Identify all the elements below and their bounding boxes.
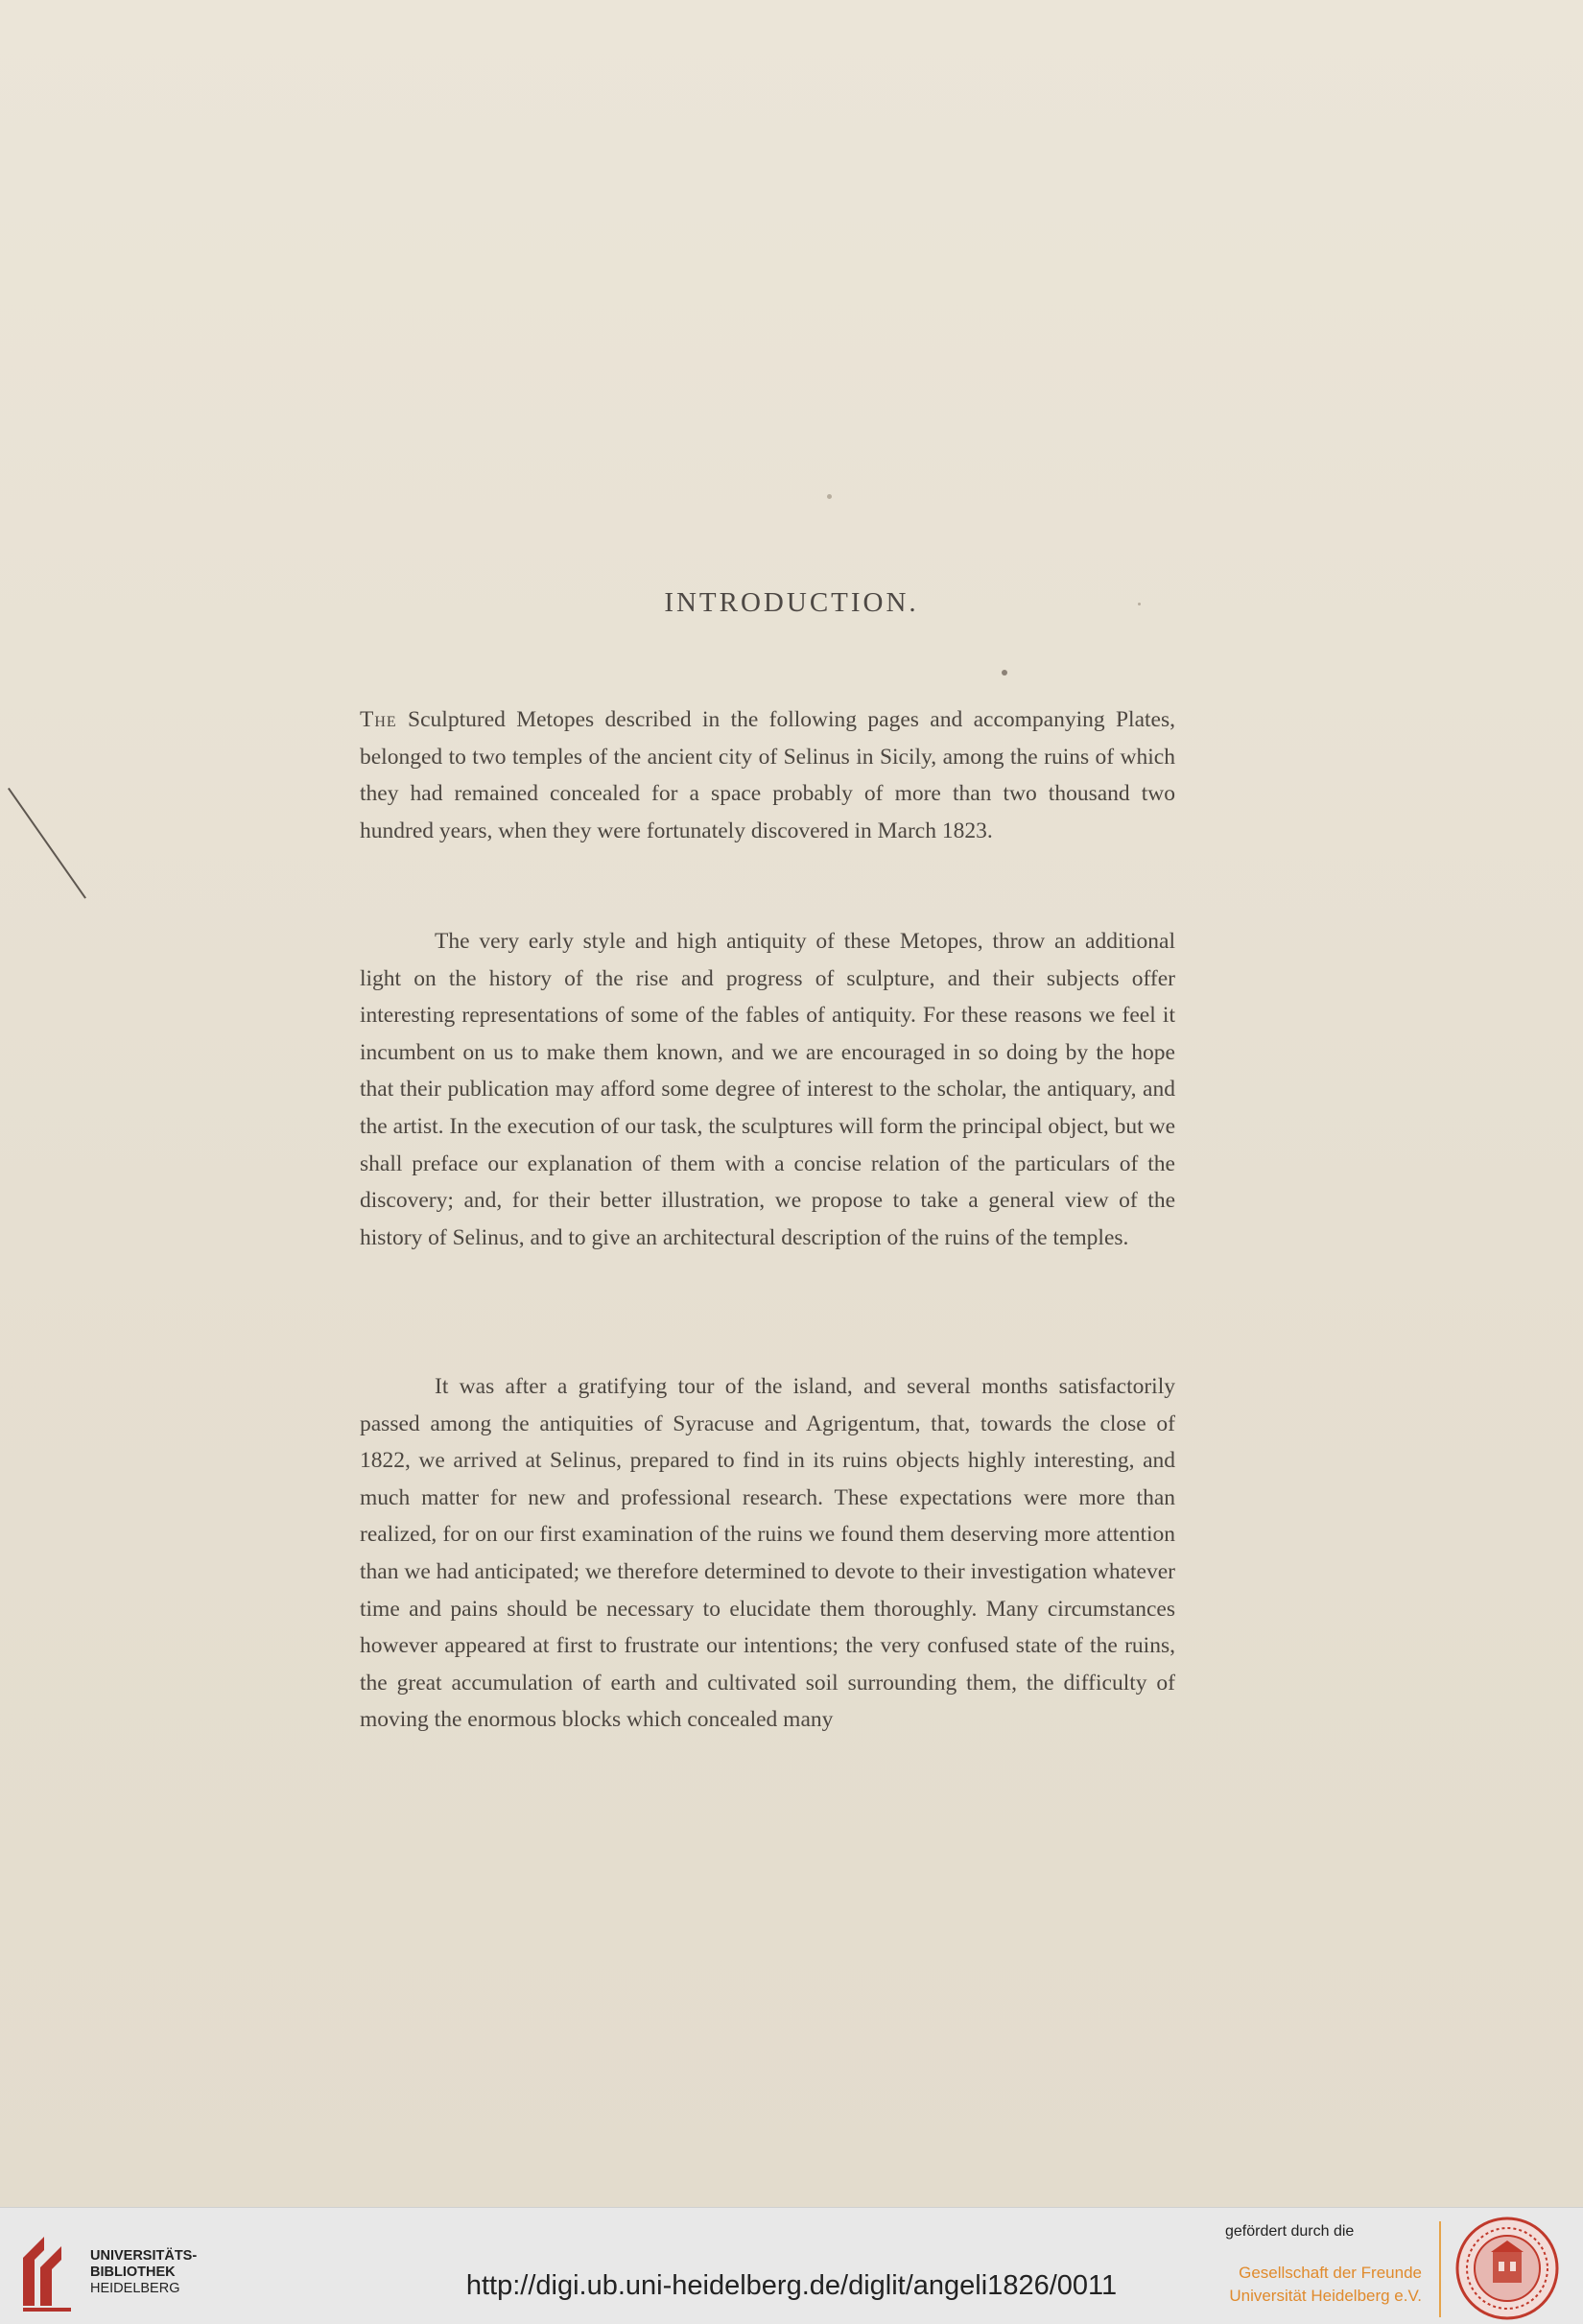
paper-speck — [1002, 670, 1007, 676]
paragraph-2 — [360, 923, 1175, 1256]
sponsor-name-line: Universität Heidelberg e.V. — [1229, 2287, 1422, 2305]
footer-divider — [1439, 2221, 1441, 2317]
page-title: INTRODUCTION. — [664, 587, 919, 618]
paragraph-text: It was after a gratifying tour of the island, and several months satisfactorily passed among the antiquities of Syracuse and Agrigentum, that, towards the close of 1822, we arrived at Selinus, prepared to find in its ruins objects highly interesting, and much matter for new and professional research. These expectations were more than realized, for on our first examination of the ruins we found them deserving more attention than we had anticipated; we therefore determined to devote to their investigation whatever time and pains should be necessary to elucidate them thoroughly. Many circumstances however appeared at first to frustrate our intentions; the very confused state of the ruins, the great accumulation of earth and cultivated soil surrounding them, the difficulty of moving the enormous blocks which concealed many — [360, 1374, 1175, 1733]
paragraph-lead-word: The — [360, 707, 397, 732]
paragraph-text: Sculptured Metopes described in the following pages and accompanying Plates, belonged to two temples of the ancient city of Selinus in Sicily, among the ruins of which they had remained concealed for a space probably of more than two thousand two hundred years, when they were fortunately discovered in March 1823. — [360, 707, 1175, 843]
library-name-line: BIBLIOTHEK — [90, 2265, 176, 2280]
university-seal-icon — [1454, 2216, 1560, 2321]
library-name-line: UNIVERSITÄTS- — [90, 2248, 198, 2264]
sponsor-label: gefördert durch die — [1225, 2223, 1355, 2240]
digitization-footer — [0, 2207, 1583, 2324]
paper-speck — [827, 494, 832, 499]
paragraph-1 — [360, 701, 1175, 849]
sponsor-name-line: Gesellschaft der Freunde — [1239, 2264, 1422, 2282]
library-name-line: HEIDELBERG — [90, 2281, 180, 2296]
margin-scratch — [8, 788, 86, 899]
paragraph-text: The very early style and high antiquity of these Metopes, throw an additional light on the history of the rise and progress of sculpture, and their subjects offer interesting representations of some of the fables of antiquity. For these reasons we feel it incumbent on us to make them known, and we are encouraged in so doing by the hope that their publication may afford some degree of interest to the scholar, the antiquary, and the artist. In the execution of our task, the sculptures will form the principal object, but we shall preface our explanation of them with a concise relation of the particulars of the discovery; and, for their better illustration, we propose to take a general view of the history of Selinus, and to give an architectural description of the ruins of the temples. — [360, 929, 1175, 1250]
paragraph-3 — [360, 1368, 1175, 1739]
permalink-url[interactable]: http://digi.ub.uni-heidelberg.de/diglit/angeli1826/0011 — [465, 2270, 1118, 2301]
sponsor-name — [1229, 2262, 1422, 2308]
